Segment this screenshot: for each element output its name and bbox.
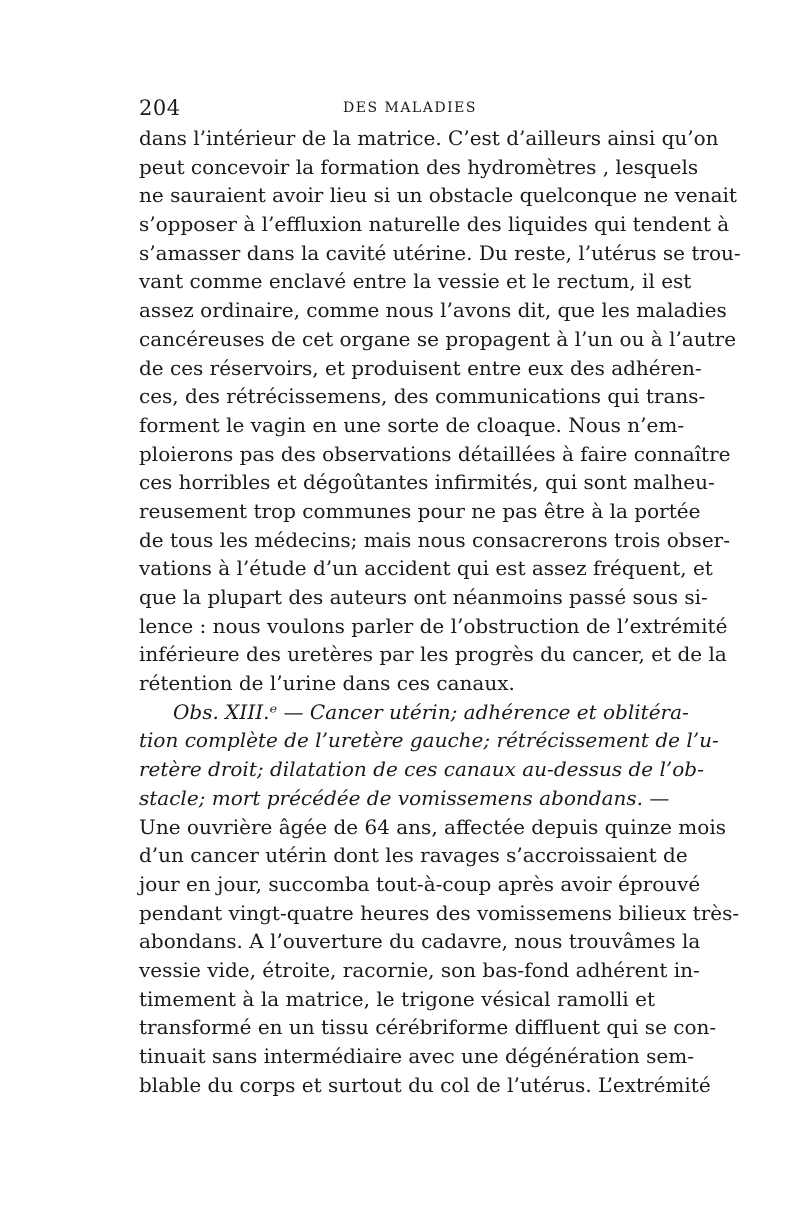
text-line: vessie vide, étroite, racornie, son bas-fond adhérent in- [139,957,700,982]
page-number: 204 [139,96,181,120]
text-line: ces horribles et dégoûtantes infirmités, qui sont malheu- [139,470,715,495]
text-line: cancéreuses de cet organe se propagent à l’un ou à l’autre [139,326,737,351]
text-line: transformé en un tissu cérébriforme diffluent qui se con- [139,1015,717,1040]
text-line: s’opposer à l’effluxion naturelle des liquides qui tendent à [139,212,730,237]
observation-heading-line: tion complète de l’uretère gauche; rétrécissement de l’u- [139,728,719,753]
text-line: reusement trop communes pour ne pas être à la portée [139,498,701,523]
text-line: blable du corps et surtout du col de l’utérus. L’extrémité [139,1072,711,1097]
text-line: lence : nous voulons parler de l’obstruction de l’extrémité [139,613,728,638]
running-head: DES MALADIES [343,100,477,116]
body-text [139,124,741,1099]
page-header [139,96,655,120]
text-line: d’un cancer utérin dont les ravages s’accroissaient de [139,843,688,868]
text-line: ploierons pas des observations détaillées à faire connaître [139,441,731,466]
text-line: jour en jour, succomba tout-à-coup après avoir éprouvé [139,871,701,896]
text-line: tinuait sans intermédiaire avec une dégénération sem- [139,1044,694,1068]
text-line: de tous les médecins; mais nous consacrerons trois obser- [139,527,730,552]
text-line: vant comme enclavé entre la vessie et le rectum, il est [139,269,692,294]
observation-heading-line: Obs. XIII.ᵉ — Cancer utérin; adhérence et oblitéra- [173,699,689,724]
text-line: timement à la matrice, le trigone vésical ramolli et [139,986,655,1011]
text-line: s’amasser dans la cavité utérine. Du reste, l’utérus se trou- [139,240,741,265]
observation-heading-line: retère droit; dilatation de ces canaux au-dessus de l’ob- [139,757,704,782]
text-line: ne sauraient avoir lieu si un obstacle quelconque ne venait [139,183,737,208]
text-line: ces, des rétrécissemens, des communications qui trans- [139,384,706,409]
text-line: pendant vingt-quatre heures des vomissemens bilieux très- [139,900,740,925]
text-line: de ces réservoirs, et produisent entre eux des adhéren- [139,355,702,380]
text-line: forment le vagin en une sorte de cloaque. Nous n’em- [139,412,685,437]
text-line: Une ouvrière âgée de 64 ans, affectée depuis quinze mois [139,814,726,839]
text-line: rétention de l’urine dans ces canaux. [139,671,515,696]
text-line: assez ordinaire, comme nous l’avons dit, que les maladies [139,298,727,323]
observation-heading-line: stacle; mort précédée de vomissemens abondans. — [139,785,670,810]
text-line: dans l’intérieur de la matrice. C’est d’ailleurs ainsi qu’on [139,126,719,150]
text-line: que la plupart des auteurs ont néanmoins passé sous si- [139,585,708,609]
text-line: abondans. A l’ouverture du cadavre, nous trouvâmes la [139,929,701,954]
text-line: vations à l’étude d’un accident qui est assez fréquent, et [139,556,713,581]
text-line: peut concevoir la formation des hydromètres , lesquels [139,154,699,179]
text-line: inférieure des uretères par les progrès du cancer, et de la [139,642,727,667]
